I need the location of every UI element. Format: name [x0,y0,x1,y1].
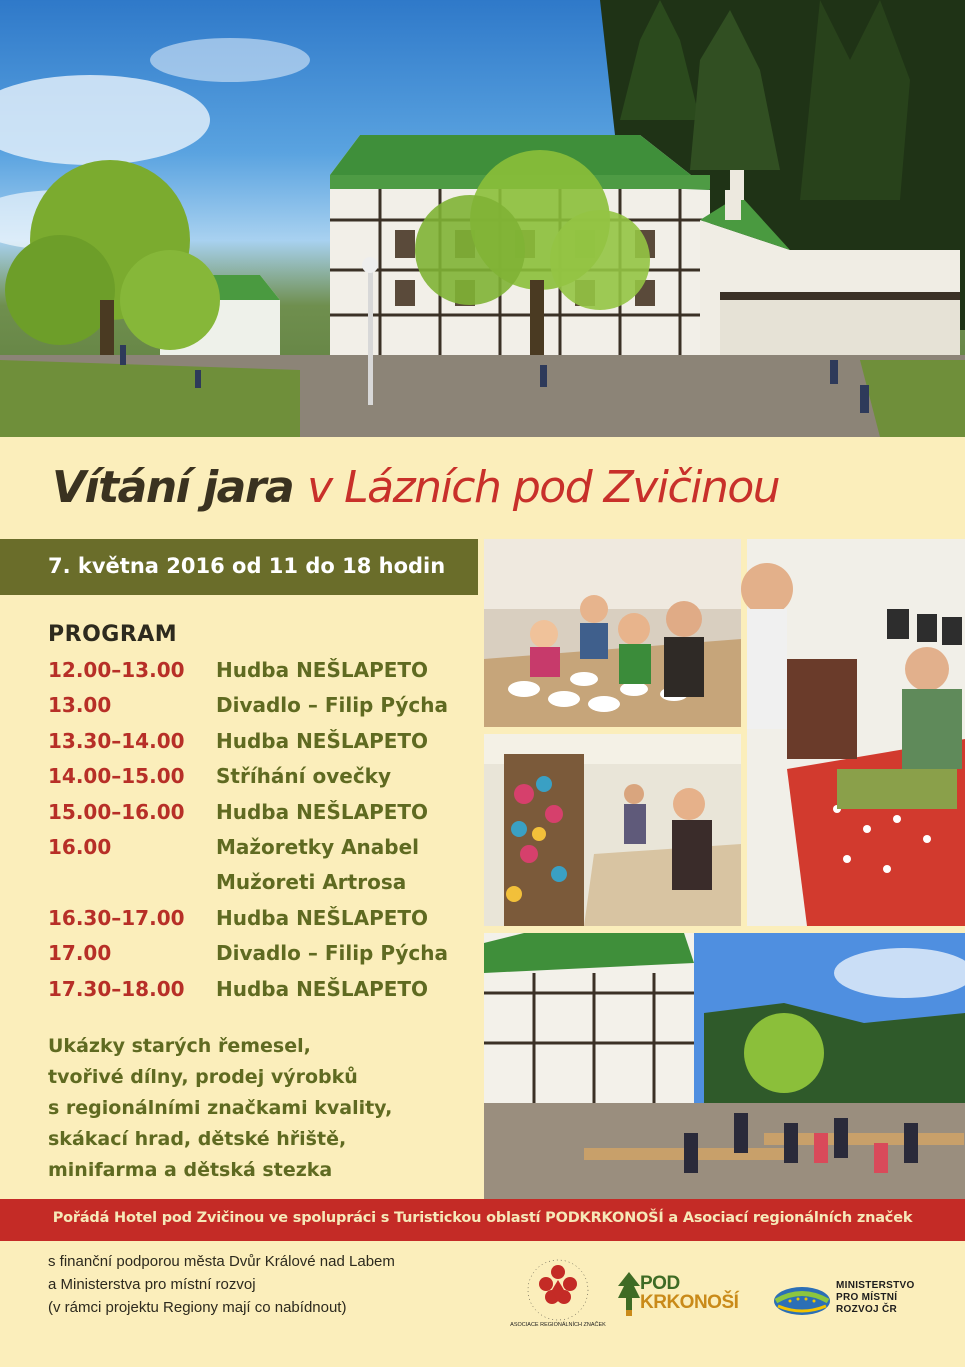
asociace-logo-text: ASOCIACE REGIONÁLNÍCH ZNAČEK [510,1322,606,1328]
program-name: Hudba NEŠLAPETO [216,906,429,930]
photo-craft-workshop [484,539,741,727]
program-row [48,977,468,1011]
ministry-logo-text [836,1280,915,1316]
ministry-line: PRO MÍSTNÍ [836,1292,898,1303]
program-name: Hudba NEŠLAPETO [216,729,429,753]
podkrkonosi-logo [640,1274,738,1312]
podkrkonosi-logo-bottom: KRKONOŠÍ [640,1292,739,1313]
program-row [48,729,468,763]
ministry-line: ROZVOJ ČR [836,1304,898,1315]
support-line: (v rámci projektu Regiony mají co nabídnout) [48,1299,347,1316]
program-time: 14.00–15.00 [48,764,185,788]
activities-line: s regionálními značkami kvality, [48,1097,393,1119]
program-time: 13.30–14.00 [48,729,185,753]
program-name: Hudba NEŠLAPETO [216,800,429,824]
program-name: Stříhání ovečky [216,764,392,788]
podkrkonosi-logo-top: POD [640,1273,680,1294]
program-time: 12.00–13.00 [48,658,185,682]
title-part2: v Lázních pod Zvičinou [307,462,780,513]
activities-line: minifarma a dětská stezka [48,1159,333,1181]
photo-market-stalls [484,734,741,926]
program-time: 13.00 [48,693,112,717]
program-row [48,941,468,975]
organizer-text: Pořádá Hotel pod Zvičinou ve spolupráci s Turistickou oblastí PODKRKONOŠÍ a Asociací regionálních značek [52,1210,913,1226]
program-name: Divadlo – Filip Pýcha [216,693,448,717]
activities-line: Ukázky starých řemesel, [48,1035,311,1057]
activities-line: skákací hrad, dětské hřiště, [48,1128,347,1150]
photo-terrace-visitors [484,933,965,1199]
photo-textile-stand [747,539,965,926]
program-name: Hudba NEŠLAPETO [216,658,429,682]
program-row [48,870,468,904]
program-time: 17.00 [48,941,112,965]
hero-photo-hotel [0,0,965,437]
title-part1: Vítání jara [52,462,294,513]
program-name: Mažoretky Anabel [216,835,420,859]
program-name: Divadlo – Filip Pýcha [216,941,448,965]
program-time: 16.30–17.00 [48,906,185,930]
activities-description [48,1031,478,1186]
program-time: 16.00 [48,835,112,859]
tree-icon [618,1272,640,1316]
ministry-line: MINISTERSTVO [836,1280,915,1291]
program-time: 17.30–18.00 [48,977,185,1001]
program-row [48,800,468,834]
program-name: Hudba NEŠLAPETO [216,977,429,1001]
event-date: 7. května 2016 od 11 do 18 hodin [48,554,446,578]
program-row [48,906,468,940]
support-text [48,1250,478,1319]
page-title [52,462,779,513]
activities-line: tvořivé dílny, prodej výrobků [48,1066,358,1088]
asociace-logo [510,1250,606,1330]
support-line: a Ministerstva pro místní rozvoj [48,1276,256,1293]
program-row [48,764,468,798]
ministry-emblem-icon [772,1284,832,1318]
program-name: Mužoreti Artrosa [216,870,407,894]
program-heading: PROGRAM [48,622,178,647]
support-line: s finanční podporou města Dvůr Králové nad Labem [48,1253,395,1270]
program-row [48,835,468,869]
program-time: 15.00–16.00 [48,800,185,824]
program-row [48,693,468,727]
program-row [48,658,468,692]
